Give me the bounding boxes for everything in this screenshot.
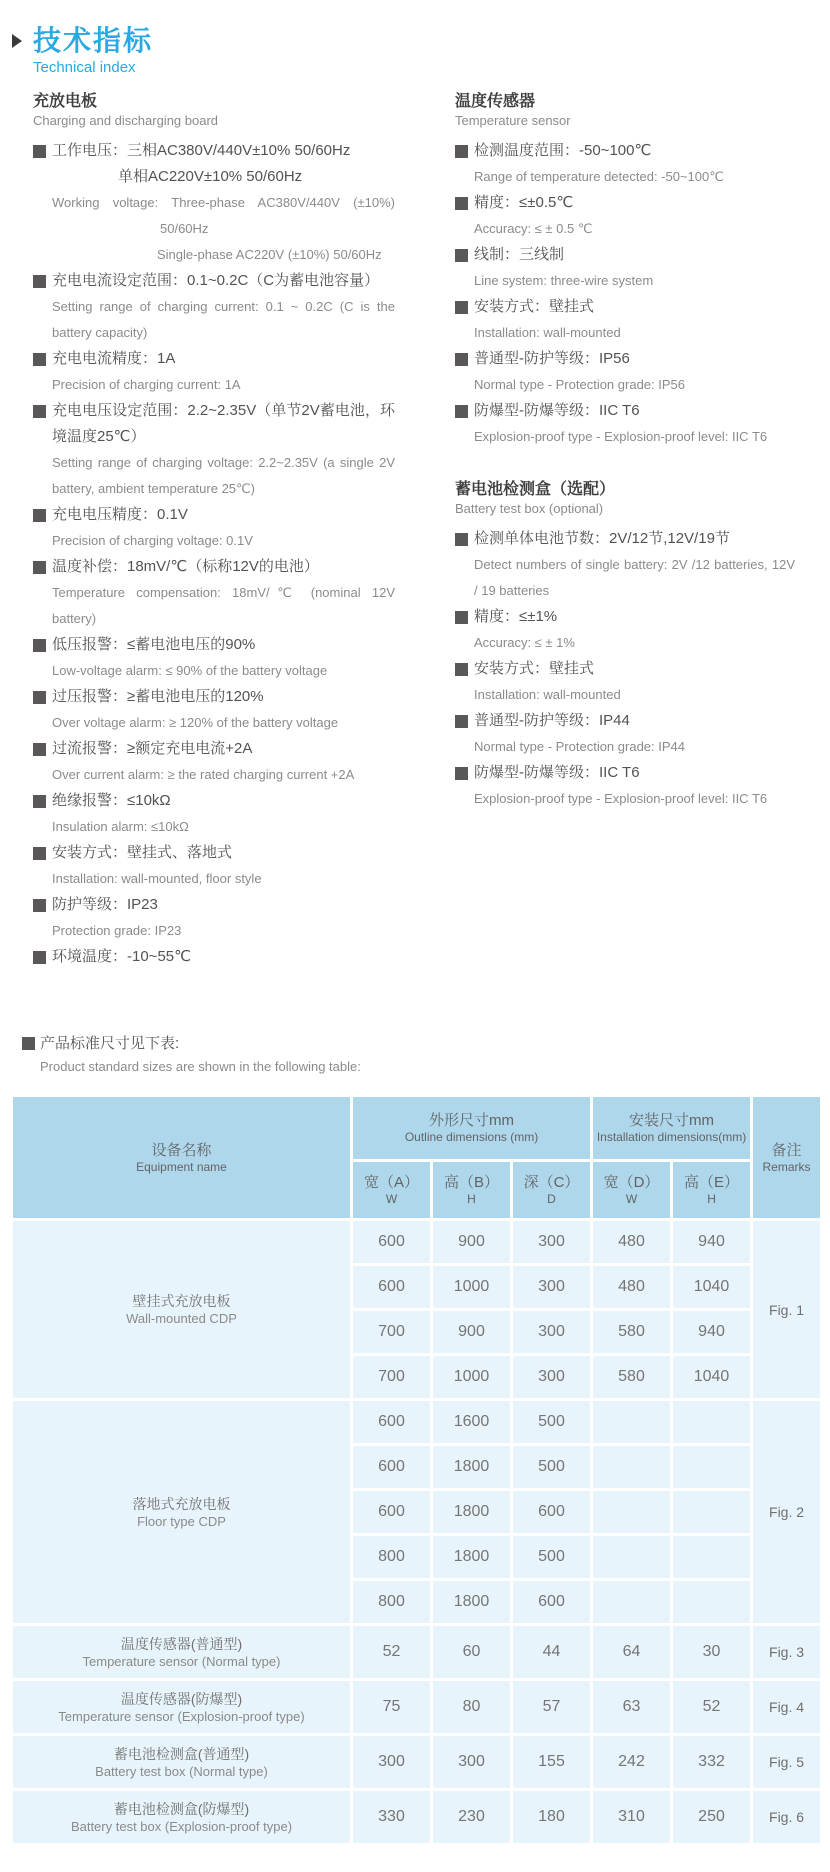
spec-text: Explosion-proof type - Explosion-proof level: IIC T6 <box>474 791 768 806</box>
spec-line <box>455 398 795 424</box>
dimension-cell: 500 <box>512 1400 592 1445</box>
equipment-name-cell <box>12 1735 352 1790</box>
square-bullet-icon <box>455 533 468 546</box>
spec-line <box>33 502 395 528</box>
section-title-zh: 充放电板 <box>33 93 98 110</box>
dimension-cell: 52 <box>672 1680 752 1735</box>
dimension-cell: 1040 <box>672 1355 752 1400</box>
spec-text: 50/60Hz <box>160 221 209 236</box>
dimension-cell: 44 <box>512 1625 592 1680</box>
section-title-en: Temperature sensor <box>455 113 571 128</box>
spec-text: Normal type - Protection grade: IP56 <box>474 377 685 392</box>
dimension-cell: 64 <box>592 1625 672 1680</box>
table-note-zh <box>22 1032 830 1055</box>
spec-text: 精度：≤±1% <box>474 608 558 625</box>
square-bullet-icon <box>455 715 468 728</box>
size-table-body <box>12 1220 822 1845</box>
dimension-cell: 600 <box>352 1490 432 1535</box>
table-row <box>12 1220 822 1265</box>
spec-text: 精度：≤±0.5℃ <box>474 194 574 211</box>
dimension-cell: 600 <box>352 1220 432 1265</box>
dimension-cell: 300 <box>512 1355 592 1400</box>
equipment-name-zh: 落地式充放电板 <box>132 1495 231 1512</box>
spec-text: Installation: wall-mounted, floor style <box>52 871 262 886</box>
size-table-head <box>12 1096 822 1220</box>
spec-line <box>455 216 795 242</box>
spec-text: 普通型-防护等级：IP44 <box>474 712 630 729</box>
spec-line <box>33 710 395 736</box>
square-bullet-icon <box>33 691 46 704</box>
size-table <box>10 1094 823 1846</box>
section-title-zh: 蓄电池检测盒（选配） <box>455 481 616 498</box>
spec-item <box>33 684 395 736</box>
spec-line <box>33 450 395 502</box>
table-row <box>12 1680 822 1735</box>
square-bullet-icon <box>455 197 468 210</box>
spec-line <box>33 632 395 658</box>
equipment-name-en: Floor type CDP <box>137 1513 226 1529</box>
spec-text: Single-phase AC220V (±10%) 50/60Hz <box>157 247 382 262</box>
dimension-cell: 580 <box>592 1310 672 1355</box>
dimension-cell <box>672 1445 752 1490</box>
spec-line <box>33 788 395 814</box>
spec-column-left <box>33 92 395 970</box>
dimension-cell: 900 <box>432 1310 512 1355</box>
square-bullet-icon <box>455 353 468 366</box>
square-bullet-icon <box>33 405 46 418</box>
spec-text: Over voltage alarm: ≥ 120% of the battery voltage <box>52 715 339 730</box>
dimension-cell <box>672 1490 752 1535</box>
spec-text: 过压报警：≥蓄电池电压的120% <box>52 688 264 705</box>
spec-text: Protection grade: IP23 <box>52 923 182 938</box>
spec-line <box>455 424 795 450</box>
dimension-cell: 1800 <box>432 1445 512 1490</box>
dimension-cell: 940 <box>672 1310 752 1355</box>
spec-line <box>455 164 795 190</box>
spec-line <box>455 320 795 346</box>
dimension-cell: 500 <box>512 1535 592 1580</box>
dimension-cell: 1800 <box>432 1535 512 1580</box>
triangle-marker-icon <box>12 34 22 48</box>
spec-item <box>455 656 795 708</box>
spec-line <box>455 138 795 164</box>
remark-cell: Fig. 3 <box>752 1625 822 1680</box>
spec-text: 绝缘报警：≤10kΩ <box>52 792 171 809</box>
square-bullet-icon <box>22 1037 35 1050</box>
spec-line <box>455 294 795 320</box>
dimension-cell: 57 <box>512 1680 592 1735</box>
col-header-height-e: 高（E） H <box>672 1161 752 1220</box>
dimension-cell: 600 <box>512 1490 592 1535</box>
spec-text: Accuracy: ≤ ± 0.5 ℃ <box>474 221 593 236</box>
spec-line <box>455 268 795 294</box>
spec-section-cdp <box>33 92 395 970</box>
spec-text: Line system: three-wire system <box>474 273 654 288</box>
equipment-name-zh: 蓄电池检测盒(防爆型) <box>113 1800 250 1817</box>
square-bullet-icon <box>33 951 46 964</box>
spec-item <box>33 502 395 554</box>
spec-text: 线制：三线制 <box>474 246 565 263</box>
spec-line <box>99 164 395 190</box>
spec-line <box>33 918 395 944</box>
spec-text: 工作电压：三相AC380V/440V±10% 50/60Hz <box>52 142 351 159</box>
spec-line <box>33 554 395 580</box>
spec-text: Accuracy: ≤ ± 1% <box>474 635 575 650</box>
spec-item <box>455 526 795 604</box>
square-bullet-icon <box>455 301 468 314</box>
dimension-cell: 700 <box>352 1355 432 1400</box>
table-note-zh-text: 产品标准尺寸见下表: <box>40 1035 180 1052</box>
spec-item <box>33 268 395 346</box>
spec-text: Normal type - Protection grade: IP44 <box>474 739 685 754</box>
dimension-cell: 600 <box>352 1400 432 1445</box>
spec-text: 检测单体电池节数：2V/12节,12V/19节 <box>474 530 730 547</box>
spec-line <box>33 294 395 346</box>
square-bullet-icon <box>33 145 46 158</box>
col-header-width-a: 宽（A） W <box>352 1161 432 1220</box>
square-bullet-icon <box>455 249 468 262</box>
spec-line <box>33 892 395 918</box>
spec-line <box>455 786 795 812</box>
table-note-en: Product standard sizes are shown in the following table: <box>40 1059 361 1074</box>
col-header-equipment-en: Equipment name <box>136 1159 227 1174</box>
dimension-cell: 600 <box>352 1265 432 1310</box>
col-header-equipment <box>12 1096 352 1220</box>
spec-text: Setting range of charging current: 0.1 ~ 0.2C (C is the battery capacity) <box>52 299 395 340</box>
spec-line <box>33 528 395 554</box>
spec-line <box>141 216 395 242</box>
remark-cell: Fig. 2 <box>752 1400 822 1625</box>
dimension-cell: 30 <box>672 1625 752 1680</box>
dimension-cell: 480 <box>592 1220 672 1265</box>
spec-line <box>33 762 395 788</box>
spec-text: 检测温度范围：-50~100℃ <box>474 142 652 159</box>
dimension-cell: 1800 <box>432 1580 512 1625</box>
table-note <box>0 1032 830 1078</box>
spec-text: Precision of charging current: 1A <box>52 377 241 392</box>
spec-text: 充电电流设定范围：0.1~0.2C（C为蓄电池容量） <box>52 272 380 289</box>
page-title: 技术指标 <box>33 25 154 56</box>
spec-text: 安装方式：壁挂式 <box>474 298 595 315</box>
dimension-cell: 75 <box>352 1680 432 1735</box>
dimension-cell: 300 <box>512 1265 592 1310</box>
equipment-name-zh: 壁挂式充放电板 <box>132 1293 231 1309</box>
square-bullet-icon <box>33 847 46 860</box>
spec-text: Installation: wall-mounted <box>474 687 621 702</box>
table-row <box>12 1735 822 1790</box>
dimension-cell: 300 <box>432 1735 512 1790</box>
spec-text: Range of temperature detected: -50~100℃ <box>474 169 724 184</box>
square-bullet-icon <box>33 639 46 652</box>
spec-line <box>33 190 395 216</box>
spec-line <box>33 658 395 684</box>
spec-item <box>33 632 395 684</box>
table-row <box>12 1790 822 1845</box>
spec-text: 温度补偿：18mV/℃（标称12V的电池） <box>52 558 319 575</box>
dimension-cell: 480 <box>592 1265 672 1310</box>
col-header-remarks-zh: 备注 <box>771 1141 802 1159</box>
spec-text: Working voltage: Three-phase AC380V/440V (±10%) <box>52 195 395 210</box>
dimension-cell <box>672 1580 752 1625</box>
spec-line <box>33 580 395 632</box>
dimension-cell: 52 <box>352 1625 432 1680</box>
spec-line <box>33 840 395 866</box>
remark-cell: Fig. 5 <box>752 1735 822 1790</box>
remark-cell: Fig. 4 <box>752 1680 822 1735</box>
spec-item <box>33 346 395 398</box>
spec-line <box>455 190 795 216</box>
spec-text: 防爆型-防爆等级：IIC T6 <box>474 402 640 419</box>
page-header <box>0 0 830 76</box>
equipment-name-zh: 温度传感器(普通型) <box>120 1635 243 1652</box>
spec-text: Insulation alarm: ≤10kΩ <box>52 819 189 834</box>
table-row <box>12 1625 822 1680</box>
spec-item <box>33 944 395 970</box>
square-bullet-icon <box>33 561 46 574</box>
equipment-name-en: Battery test box (Explosion-proof type) <box>70 1818 293 1834</box>
table-header-group-row <box>12 1096 822 1161</box>
spec-line <box>33 814 395 840</box>
dimension-cell: 580 <box>592 1355 672 1400</box>
dimension-cell <box>592 1400 672 1445</box>
dimension-cell: 250 <box>672 1790 752 1845</box>
col-header-depth-c: 深（C） D <box>512 1161 592 1220</box>
equipment-name-en: Wall-mounted CDP <box>126 1311 237 1326</box>
spec-item <box>33 138 395 268</box>
dimension-cell: 500 <box>512 1445 592 1490</box>
spec-text: 低压报警：≤蓄电池电压的90% <box>52 636 256 653</box>
dimension-cell: 60 <box>432 1625 512 1680</box>
spec-line <box>455 346 795 372</box>
spec-item <box>455 760 795 812</box>
equipment-name-cell <box>12 1625 352 1680</box>
spec-text: Setting range of charging voltage: 2.2~2.35V (a single 2V battery, ambient temperature 25℃) <box>52 455 395 496</box>
dimension-cell <box>592 1535 672 1580</box>
square-bullet-icon <box>33 353 46 366</box>
spec-line <box>33 138 395 164</box>
dimension-cell <box>592 1580 672 1625</box>
spec-item <box>455 138 795 190</box>
equipment-name-en: Temperature sensor (Normal type) <box>82 1653 281 1669</box>
spec-item <box>455 398 795 450</box>
spec-text: 过流报警：≥额定充电电流+2A <box>52 740 253 757</box>
dimension-cell <box>672 1535 752 1580</box>
col-header-outline-dimensions <box>352 1096 592 1161</box>
dimension-cell <box>592 1445 672 1490</box>
table-row <box>12 1400 822 1445</box>
page-subtitle: Technical index <box>33 59 136 76</box>
dimension-cell: 300 <box>512 1220 592 1265</box>
dimension-cell: 1000 <box>432 1355 512 1400</box>
section-title-en: Battery test box (optional) <box>455 501 604 516</box>
dimension-cell: 800 <box>352 1535 432 1580</box>
spec-text: Precision of charging voltage: 0.1V <box>52 533 253 548</box>
spec-text: 单相AC220V±10% 50/60Hz <box>118 168 303 185</box>
square-bullet-icon <box>455 663 468 676</box>
col-header-outline-en: Outline dimensions (mm) <box>404 1130 539 1144</box>
spec-line <box>33 268 395 294</box>
square-bullet-icon <box>33 509 46 522</box>
col-header-install-en: Installation dimensions(mm) <box>596 1130 747 1144</box>
dimension-cell <box>672 1400 752 1445</box>
equipment-name-cell <box>12 1220 352 1400</box>
title-row <box>12 26 830 56</box>
spec-item <box>33 788 395 840</box>
dimension-cell: 300 <box>352 1735 432 1790</box>
spec-text: Over current alarm: ≥ the rated charging current +2A <box>52 767 355 782</box>
dimension-cell: 80 <box>432 1680 512 1735</box>
spec-text: 充电电压设定范围：2.2~2.35V（单节2V蓄电池，环境温度25℃） <box>52 402 395 445</box>
col-header-equipment-zh: 设备名称 <box>151 1141 212 1159</box>
equipment-name-en: Temperature sensor (Explosion-proof type) <box>58 1708 305 1724</box>
square-bullet-icon <box>455 767 468 780</box>
spec-text: Temperature compensation: 18mV/℃ (nominal 12V battery) <box>52 585 395 626</box>
spec-line <box>33 736 395 762</box>
dimension-cell: 330 <box>352 1790 432 1845</box>
spec-line <box>455 656 795 682</box>
spec-text: 充电电压精度：0.1V <box>52 506 188 523</box>
spec-item <box>455 294 795 346</box>
equipment-name-zh: 温度传感器(防爆型) <box>120 1690 243 1707</box>
dimension-cell: 310 <box>592 1790 672 1845</box>
remark-cell: Fig. 1 <box>752 1220 822 1400</box>
dimension-cell: 1600 <box>432 1400 512 1445</box>
dimension-cell: 800 <box>352 1580 432 1625</box>
spec-line <box>455 760 795 786</box>
dimension-cell: 300 <box>512 1310 592 1355</box>
col-header-outline-zh: 外形尺寸mm <box>429 1112 514 1129</box>
spec-line <box>455 630 795 656</box>
col-header-height-b: 高（B） H <box>432 1161 512 1220</box>
spec-item <box>455 346 795 398</box>
square-bullet-icon <box>455 405 468 418</box>
spec-line <box>33 944 395 970</box>
spec-text: 防护等级：IP23 <box>52 896 158 913</box>
dimension-cell: 600 <box>512 1580 592 1625</box>
col-header-width-d: 宽（D） W <box>592 1161 672 1220</box>
spec-line <box>455 372 795 398</box>
dimension-cell: 1800 <box>432 1490 512 1535</box>
dimension-cell: 63 <box>592 1680 672 1735</box>
spec-text: 充电电流精度：1A <box>52 350 176 367</box>
spec-text: 普通型-防护等级：IP56 <box>474 350 630 367</box>
spec-item <box>455 708 795 760</box>
dimension-cell: 1000 <box>432 1265 512 1310</box>
square-bullet-icon <box>33 275 46 288</box>
spec-line <box>33 346 395 372</box>
section-title-zh: 温度传感器 <box>455 93 536 110</box>
equipment-name-zh: 蓄电池检测盒(普通型) <box>113 1745 250 1762</box>
spec-item <box>33 840 395 892</box>
spec-line <box>455 604 795 630</box>
spec-text: 防爆型-防爆等级：IIC T6 <box>474 764 640 781</box>
dimension-cell: 600 <box>352 1445 432 1490</box>
remark-cell: Fig. 6 <box>752 1790 822 1845</box>
spec-line <box>455 552 795 604</box>
dimension-cell: 230 <box>432 1790 512 1845</box>
spec-text: 环境温度：-10~55℃ <box>52 948 191 965</box>
square-bullet-icon <box>33 743 46 756</box>
spec-text: 安装方式：壁挂式、落地式 <box>52 844 233 861</box>
spec-line <box>455 526 795 552</box>
spec-text: Detect numbers of single battery: 2V /12 batteries, 12V / 19 batteries <box>474 557 795 598</box>
spec-line <box>455 242 795 268</box>
square-bullet-icon <box>33 899 46 912</box>
dimension-cell: 155 <box>512 1735 592 1790</box>
spec-line <box>33 866 395 892</box>
spec-line <box>455 708 795 734</box>
spec-line <box>138 242 395 268</box>
dimension-cell: 180 <box>512 1790 592 1845</box>
col-header-install-zh: 安装尺寸mm <box>629 1112 715 1129</box>
spec-item <box>33 554 395 632</box>
spec-item <box>455 190 795 242</box>
dimension-cell: 700 <box>352 1310 432 1355</box>
spec-column-right <box>455 92 795 970</box>
equipment-name-cell <box>12 1680 352 1735</box>
col-header-installation-dimensions <box>592 1096 752 1161</box>
dimension-cell: 242 <box>592 1735 672 1790</box>
spec-section-battery-test-box <box>455 480 795 812</box>
spec-text: Explosion-proof type - Explosion-proof level: IIC T6 <box>474 429 768 444</box>
equipment-name-cell <box>12 1400 352 1625</box>
square-bullet-icon <box>455 145 468 158</box>
spec-item <box>33 398 395 502</box>
col-header-remarks-en: Remarks <box>762 1159 811 1174</box>
dimension-cell: 1040 <box>672 1265 752 1310</box>
square-bullet-icon <box>33 795 46 808</box>
equipment-name-cell <box>12 1790 352 1845</box>
spec-item <box>455 604 795 656</box>
dimension-cell: 940 <box>672 1220 752 1265</box>
section-title-en: Charging and discharging board <box>33 113 219 128</box>
dimension-cell: 900 <box>432 1220 512 1265</box>
spec-text: Installation: wall-mounted <box>474 325 621 340</box>
spec-line <box>33 398 395 450</box>
square-bullet-icon <box>455 611 468 624</box>
spec-item <box>33 892 395 944</box>
spec-item <box>33 736 395 788</box>
col-header-remarks <box>752 1096 822 1220</box>
equipment-name-en: Battery test box (Normal type) <box>95 1763 268 1779</box>
spec-line <box>33 372 395 398</box>
dimension-cell: 332 <box>672 1735 752 1790</box>
spec-text: Low-voltage alarm: ≤ 90% of the battery voltage <box>52 663 328 678</box>
spec-section-temperature-sensor <box>455 92 795 450</box>
spec-text: 安装方式：壁挂式 <box>474 660 595 677</box>
spec-line <box>455 734 795 760</box>
spec-line <box>455 682 795 708</box>
dimension-cell <box>592 1490 672 1535</box>
spec-item <box>455 242 795 294</box>
spec-line <box>33 684 395 710</box>
spec-columns <box>0 92 830 970</box>
